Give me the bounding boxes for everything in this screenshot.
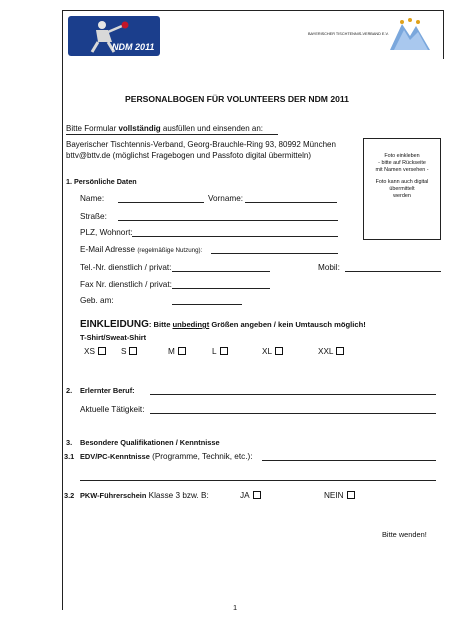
ndm-logo-text: NDM 2011 (112, 42, 155, 52)
email-field[interactable] (211, 253, 338, 254)
section3-heading: Besondere Qualifikationen / Kenntnisse (80, 438, 220, 447)
size-xs[interactable] (84, 347, 106, 356)
intro-line1-bold: vollständig (118, 124, 161, 133)
photo-line-3: mit Namen versehen - (375, 167, 429, 173)
plz-field[interactable] (132, 236, 338, 237)
size-l-label: L (212, 347, 217, 356)
plz-label: PLZ, Wohnort: (80, 228, 133, 237)
email-label-main: E-Mail Adresse (80, 245, 136, 254)
intro-line1-pre: Bitte Formular (66, 124, 119, 133)
s31-rest: (Programme, Technik, etc.): (149, 452, 253, 461)
intro-line2: Bayerischer Tischtennis-Verband, Georg-Brauchle-Ring 93, 80992 München (66, 140, 336, 149)
fuehrerschein-nein[interactable] (324, 491, 355, 500)
section2-num: 2. (66, 386, 73, 395)
size-s[interactable] (121, 347, 137, 356)
ja-label: JA (240, 491, 250, 500)
strasse-field[interactable] (118, 220, 338, 221)
name-label: Name: (80, 194, 105, 203)
mobil-field[interactable] (345, 271, 441, 272)
size-xl-checkbox[interactable] (275, 347, 283, 355)
size-m[interactable] (168, 347, 186, 356)
size-xl-label: XL (262, 347, 273, 356)
fax-field[interactable] (172, 288, 270, 289)
size-s-label: S (121, 347, 127, 356)
s31-bold: EDV/PC-Kenntnisse (80, 452, 150, 461)
section1-heading: 1. Persönliche Daten (66, 177, 137, 186)
size-l[interactable] (212, 347, 228, 356)
mobil-label: Mobil: (318, 263, 340, 272)
tel-field[interactable] (172, 271, 270, 272)
geb-label: Geb. am: (80, 296, 114, 305)
intro-line1-post: ausfüllen und einsenden an: (160, 124, 264, 133)
geb-field[interactable] (172, 304, 242, 305)
fuehrerschein-ja[interactable] (240, 491, 261, 500)
einkleidung-unbedingt: unbedingt (172, 320, 210, 329)
size-xs-checkbox[interactable] (98, 347, 106, 355)
taetigkeit-field[interactable] (150, 413, 436, 414)
einkleidung-heading (80, 314, 366, 332)
photo-line-6: übermittelt (389, 186, 415, 192)
size-xxl[interactable] (318, 347, 344, 356)
edv-field-1[interactable] (262, 460, 436, 461)
s31-num: 3.1 (64, 452, 75, 461)
bitte-wenden: Bitte wenden! (382, 530, 427, 539)
photo-box[interactable] (363, 138, 441, 240)
strasse-label: Straße: (80, 212, 107, 221)
s32-rest: Klasse 3 bzw. B: (146, 491, 209, 500)
photo-line-5: Foto kann auch digital (375, 179, 429, 185)
vorname-field[interactable] (245, 202, 337, 203)
photo-line-2: - bitte auf Rückseite (378, 160, 426, 166)
ja-checkbox[interactable] (253, 491, 261, 499)
taetigkeit-label: Aktuelle Tätigkeit: (80, 405, 145, 414)
size-xxl-checkbox[interactable] (336, 347, 344, 355)
nein-label: NEIN (324, 491, 344, 500)
vorname-label: Vorname: (208, 194, 244, 203)
size-xxl-label: XXL (318, 347, 334, 356)
size-l-checkbox[interactable] (220, 347, 228, 355)
s32-label (80, 491, 209, 500)
beruf-label: Erlernter Beruf: (80, 386, 135, 395)
name-field[interactable] (118, 202, 204, 203)
page-title: PERSONALBOGEN FÜR VOLUNTEERS DER NDM 2011 (125, 94, 349, 104)
section3-num: 3. (66, 438, 73, 447)
intro-line3: bttv@bttv.de (möglichst Fragebogen und Passfoto digital übermitteln) (66, 151, 311, 160)
size-xs-label: XS (84, 347, 95, 356)
shirt-label: T-Shirt/Sweat-Shirt (80, 333, 147, 342)
photo-line-7: werden (393, 193, 411, 199)
edv-field-2[interactable] (80, 480, 436, 481)
einkleidung-post: Größen angeben / kein Umtausch möglich! (209, 320, 366, 329)
fax-label: Fax Nr. dienstlich / privat: (80, 280, 172, 289)
bttv-logo-text: BAYERISCHER TISCHTENNIS-VERBAND E.V. (308, 32, 389, 36)
beruf-field[interactable] (150, 394, 436, 395)
s32-bold: PKW-Führerschein (80, 491, 147, 500)
s32-num: 3.2 (64, 491, 75, 500)
size-m-label: M (168, 347, 175, 356)
size-xl[interactable] (262, 347, 283, 356)
intro-underline (66, 134, 278, 135)
tel-label: Tel.-Nr. dienstlich / privat: (80, 263, 172, 272)
einkleidung-big: EINKLEIDUNG (80, 319, 149, 330)
nein-checkbox[interactable] (347, 491, 355, 499)
email-label (80, 245, 202, 254)
s31-label (80, 452, 253, 461)
size-s-checkbox[interactable] (129, 347, 137, 355)
photo-line-1: Foto einkleben (384, 153, 420, 159)
email-label-sub: (regelmäßige Nutzung): (137, 247, 203, 254)
page-number: 1 (233, 603, 238, 612)
einkleidung-pre: : Bitte (148, 320, 173, 329)
size-m-checkbox[interactable] (178, 347, 186, 355)
intro-line1 (66, 124, 263, 133)
